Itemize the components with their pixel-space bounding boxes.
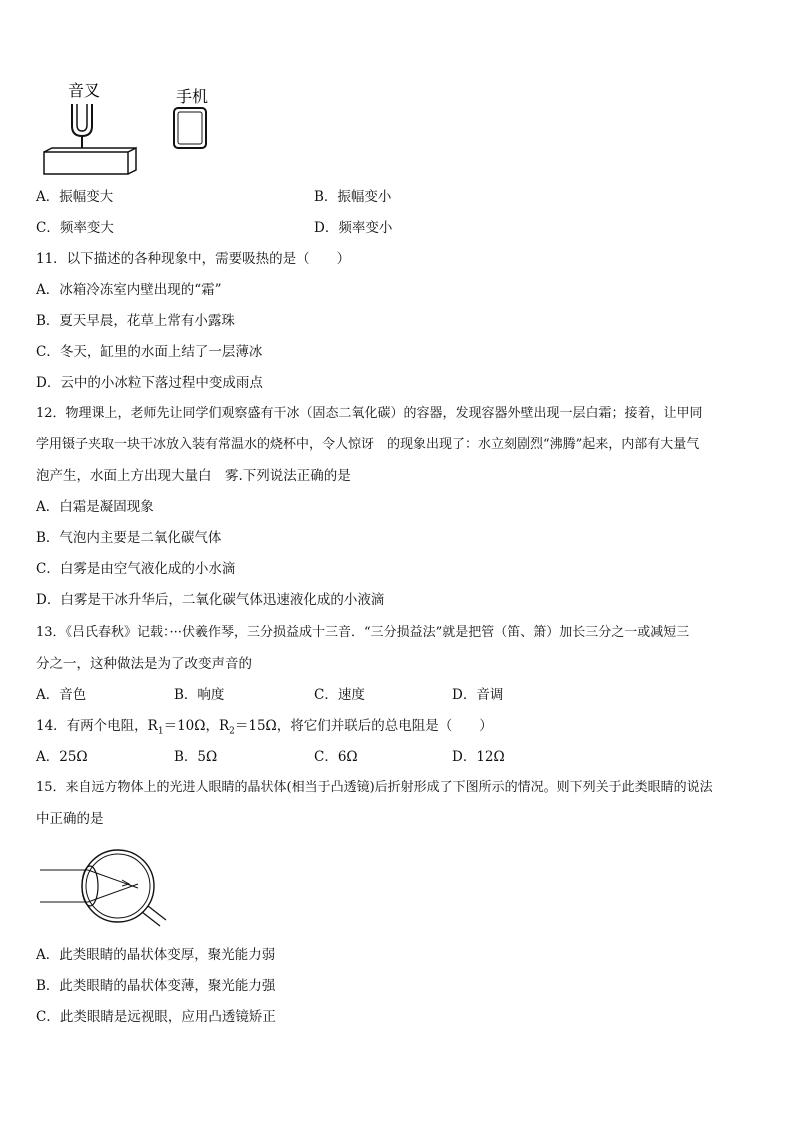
q15-stem-line2: 中正确的是 [36, 811, 104, 827]
q11-option-d: D．云中的小冰粒下落过程中变成雨点 [36, 375, 263, 391]
q12-option-c: C．白雾是由空气液化成的小水滴 [36, 561, 236, 577]
q13-option-c: C．速度 [314, 687, 365, 703]
tuning-fork-phone-figure [38, 78, 228, 178]
q15-option-a: A．此类眼睛的晶状体变厚，聚光能力弱 [36, 947, 276, 963]
q10-option-a: A．振幅变大 [36, 189, 114, 205]
q11-option-a: A．冰箱冷冻室内壁出现的“霜” [36, 282, 222, 298]
tuning-fork-label: 音叉 [68, 81, 101, 100]
q10-option-c: C．频率变大 [36, 220, 114, 236]
q12-option-b: B．气泡内主要是二氧化碳气体 [36, 530, 222, 546]
q11-option-b: B．夏天早晨，花草上常有小露珠 [36, 313, 235, 329]
q14-option-b: B．5Ω [174, 749, 218, 765]
phone-icon [174, 108, 206, 148]
q13-option-a: A．音色 [36, 687, 87, 703]
wooden-box [44, 148, 136, 174]
q12-option-d: D．白雾是干冰升华后，二氧化碳气体迅速液化成的小液滴 [36, 592, 385, 608]
q13-stem-line1: 13．《吕氏春秋》记载：···伏羲作琴，三分损益成十三音．“三分损益法”就是把管（笛、箫）加长三分之一或减短三 [36, 625, 690, 640]
q12-option-a: A．白霜是凝固现象 [36, 499, 154, 515]
q15-option-b: B．此类眼睛的晶状体变薄，聚光能力强 [36, 978, 276, 994]
q13-option-d: D．音调 [452, 687, 504, 703]
q14-option-a: A．25Ω [36, 749, 88, 765]
eyeball [82, 850, 154, 922]
q15-option-c: C．此类眼睛是远视眼，应用凸透镜矫正 [36, 1009, 276, 1025]
q11-option-c: C．冬天，缸里的水面上结了一层薄冰 [36, 344, 263, 360]
q13-option-b: B．响度 [174, 687, 225, 703]
q12-stem-line3: 泡产生，水面上方出现大量白 雾.下列说法正确的是 [36, 468, 351, 484]
q12-stem-line1: 12．物理课上，老师先让同学们观察盛有干冰（固态二氧化碳）的容器，发现容器外壁出现一层白霜；接着，让甲同 [36, 406, 703, 421]
q12-stem-line2: 学用镊子夹取一块干冰放入装有常温水的烧杯中，令人惊讶 的现象出现了：水立刻剧烈“沸腾”起来，内部有大量气 [36, 437, 700, 452]
q10-option-b: B．振幅变小 [314, 189, 392, 205]
q11-stem: 11．以下描述的各种现象中，需要吸热的是（ ） [36, 251, 351, 267]
q14-option-c: C．6Ω [314, 749, 358, 765]
lens [82, 866, 98, 906]
q15-stem-line1: 15．来自远方物体上的光进人眼睛的晶状体(相当于凸透镜)后折射形成了下图所示的情况。则下列关于此类眼睛的说法 [36, 780, 713, 795]
q14-stem: 14．有两个电阻，$R_1=10\Omega$，$R_2=15\Omega$，将它们并联后的总电阻是（ ） [36, 718, 493, 737]
q14-option-d: D．12Ω [452, 749, 505, 765]
q10-option-d: D．频率变小 [314, 220, 393, 236]
phone-label: 手机 [176, 87, 209, 106]
eye-diagram [38, 844, 178, 934]
q13-stem-line2: 分之一，这种做法是为了改变声音的 [36, 656, 252, 672]
